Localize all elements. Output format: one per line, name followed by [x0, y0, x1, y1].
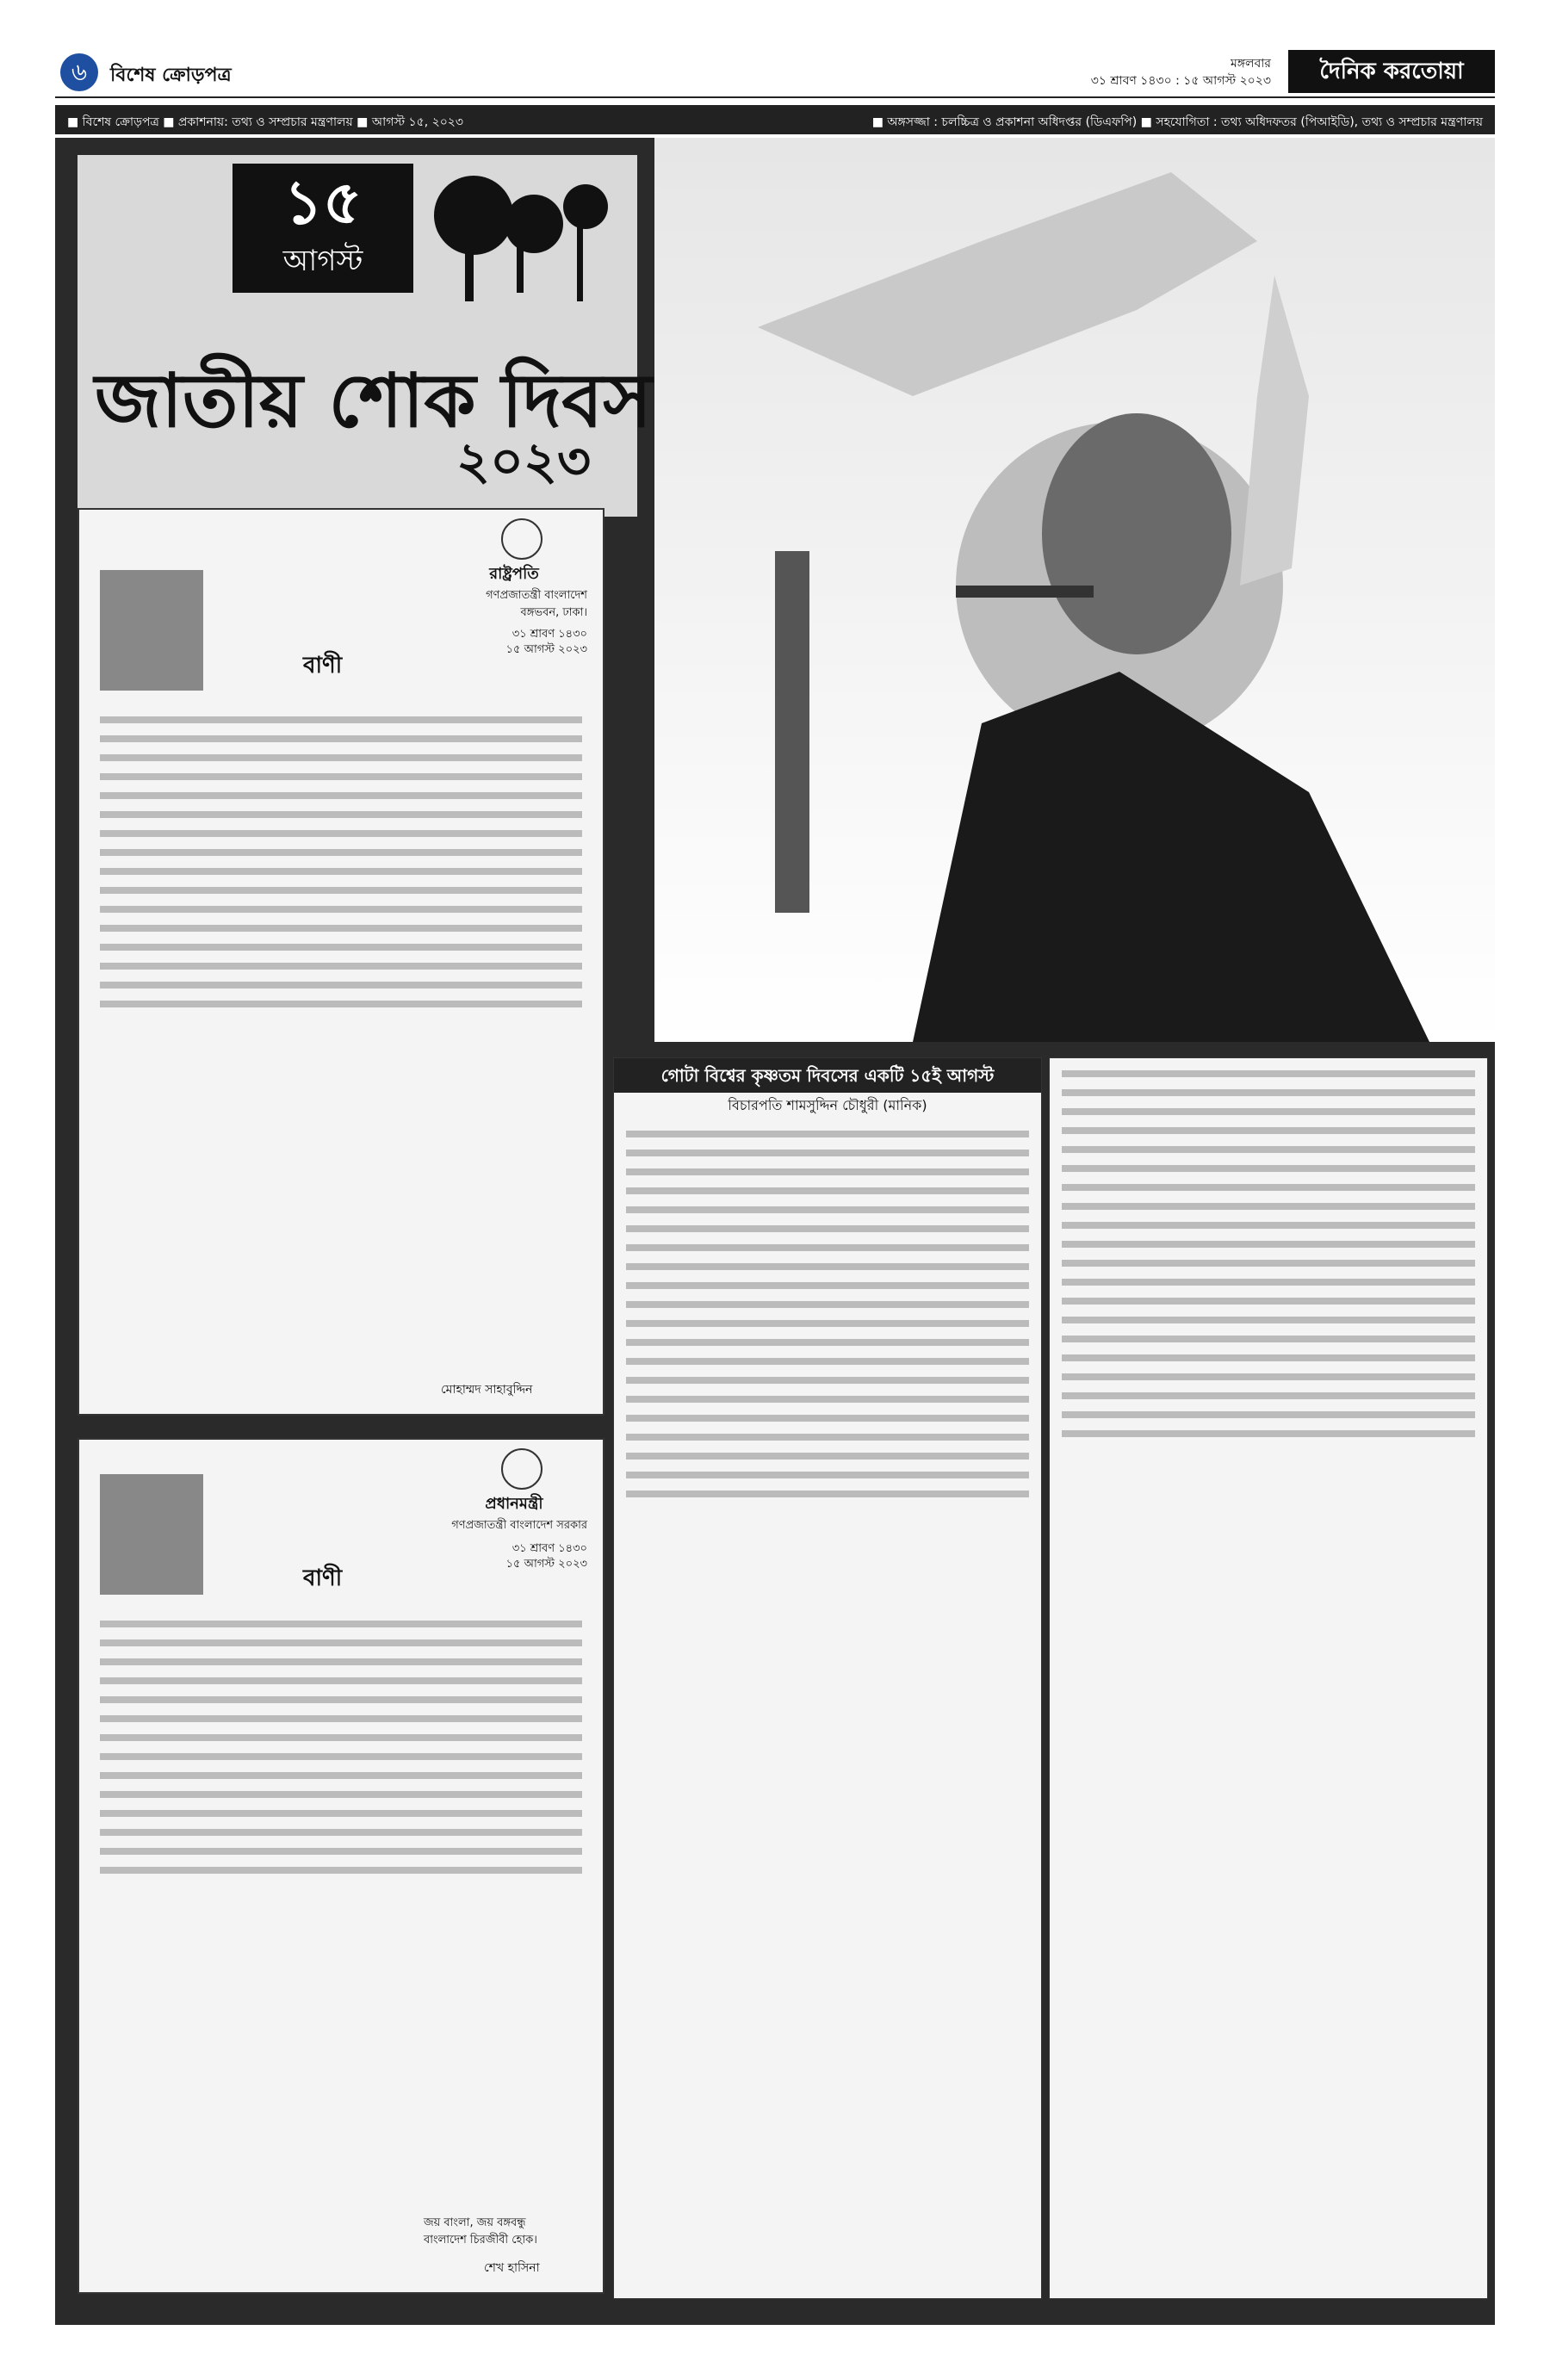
date-month: আগস্ট	[282, 244, 363, 278]
pm-date-bn: ৩১ শ্রাবণ ১৪৩০	[512, 1542, 587, 1555]
president-bani: বাণী	[303, 653, 343, 679]
ribbon-right: ■ অঙ্গসজ্জা : চলচ্চিত্র ও প্রকাশনা অধিদপ্তর (ডিএফপি) ■ সহযোগিতা : তথ্য অধিদফতর (পিআইডি), তথ্য ও সম্প্রচার মন্ত্রণালয়	[871, 115, 1483, 129]
pm-government: গণপ্রজাতন্ত্রী বাংলাদেশ সরকার	[451, 1519, 587, 1532]
ribbon-left: ■ বিশেষ ক্রোড়পত্র ■ প্রকাশনায়: তথ্য ও সম্প্রচার মন্ত্রণালয় ■ আগস্ট ১৫, ২০২৩	[67, 115, 464, 129]
page-title: জাতীয় শোক দিবস	[95, 357, 652, 444]
president-place: বঙ্গভবন, ঢাকা।	[520, 606, 587, 619]
article-continuation-body	[1062, 1070, 1475, 1449]
pm-seal-icon	[501, 1448, 542, 1490]
pm-bani: বাণী	[303, 1565, 343, 1591]
article-headline: গোটা বিশ্বের কৃষ্ণতম দিবসের একটি ১৫ই আগস্ট	[614, 1058, 1041, 1093]
masthead	[55, 50, 1495, 98]
date-plate	[232, 164, 413, 293]
pm-closing: জয় বাংলা, জয় বঙ্গবন্ধু	[424, 2216, 526, 2229]
president-office: রাষ্ট্রপতি	[489, 565, 539, 583]
issue-weekday: মঙ্গলবার	[1230, 57, 1271, 71]
article-byline: বিচারপতি শামসুদ্দিন চৌধুরী (মানিক)	[728, 1097, 927, 1113]
section-tag: বিশেষ ক্রোড়পত্র	[110, 65, 232, 86]
date-day: ১৫	[283, 167, 363, 238]
article-body	[626, 1131, 1029, 1509]
president-message-body	[100, 716, 582, 1020]
pm-message-body	[100, 1621, 582, 1886]
pm-closing-2: বাংলাদেশ চিরজীবী হোক।	[424, 2234, 537, 2247]
article-box	[613, 1057, 1042, 2299]
issue-date	[1091, 55, 1271, 90]
president-seal-icon	[501, 518, 542, 560]
newspaper-name: দৈনিক করতোয়া	[1288, 50, 1495, 93]
president-government: গণপ্রজাতন্ত্রী বাংলাদেশ	[486, 589, 587, 602]
ink-splash-icon	[405, 164, 680, 319]
leader-silhouette-icon	[654, 138, 1495, 1042]
president-date-bn: ৩১ শ্রাবণ ১৪৩০	[512, 628, 587, 641]
president-portrait	[100, 570, 203, 691]
publication-ribbon	[55, 105, 1495, 134]
issue-full-date: ৩১ শ্রাবণ ১৪৩০ : ১৫ আগস্ট ২০২৩	[1090, 74, 1271, 88]
pm-office: প্রধানমন্ত্রী	[485, 1495, 543, 1513]
president-signatory: মোহাম্মদ সাহাবুদ্দিন	[441, 1383, 533, 1397]
pm-dates	[406, 1541, 587, 1572]
president-message-box	[78, 508, 604, 1416]
president-dates	[406, 627, 587, 658]
newspaper-logo-icon: ৬	[60, 53, 98, 91]
pm-date-en: ১৫ আগস্ট ২০২৩	[505, 1558, 587, 1571]
pm-message-box	[78, 1438, 604, 2294]
pm-signatory: শেখ হাসিনা	[484, 2261, 540, 2275]
president-date-en: ১৫ আগস্ট ২০২৩	[505, 643, 587, 656]
article-continuation	[1049, 1057, 1488, 2299]
page-year: ২০২৩	[456, 431, 592, 492]
pm-portrait	[100, 1474, 203, 1595]
leader-photo	[654, 138, 1495, 1042]
